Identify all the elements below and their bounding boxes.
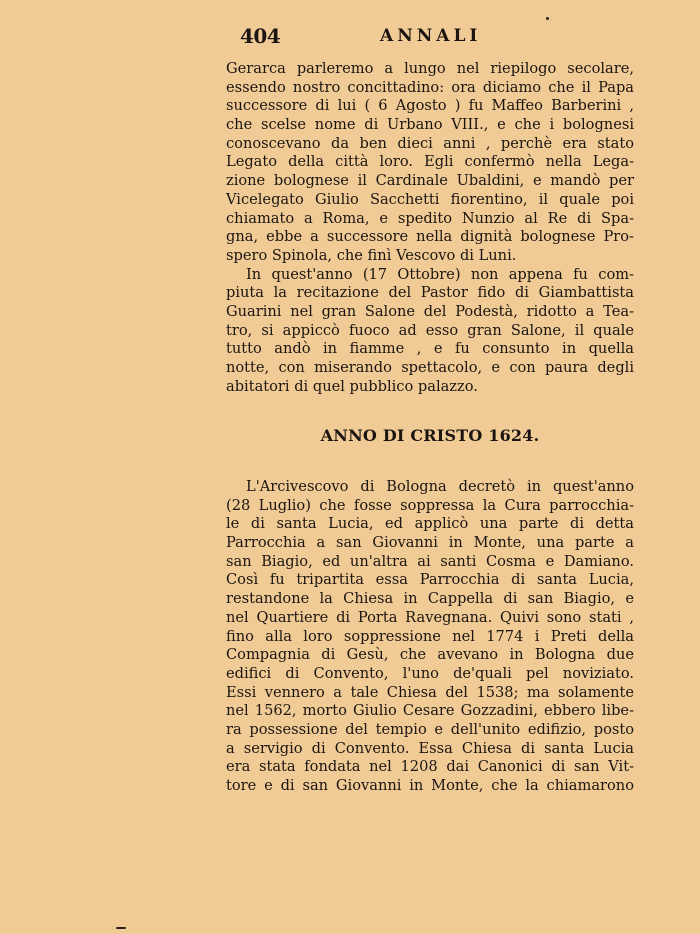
text-line: era stata fondata nel 1208 dai Canonici di san Vit- — [226, 758, 634, 776]
text-line: notte, con miserando spettacolo, e con paura degli — [226, 359, 634, 376]
text-line: L'Arcivescovo di Bologna decretò in quest'anno — [246, 478, 634, 495]
text-line: edifici di Convento, l'uno de'quali pel noviziato. — [226, 664, 634, 682]
text-block-upper — [226, 60, 634, 396]
text-line: Gerarca parleremo a lungo nel riepilogo secolare, — [226, 60, 634, 77]
text-line: Essi vennero a tale Chiesa del 1538; ma solamente — [226, 683, 634, 701]
text-line: restandone la Chiesa in Cappella di san Biagio, e — [226, 590, 634, 608]
text-line: tore e di san Giovanni in Monte, che la chiamarono — [226, 777, 634, 794]
text-line: Così fu tripartita essa Parrocchia di santa Lucia, — [226, 571, 634, 589]
page-number: 404 — [240, 24, 281, 48]
text-line: tro, si appiccò fuoco ad esso gran Salone, il quale — [226, 321, 634, 339]
text-line: ra possessione del tempio e dell'unito edifizio, posto — [226, 720, 634, 738]
text-line: essendo nostro concittadino: ora diciamo che il Papa — [226, 78, 634, 96]
text-line: zione bolognese il Cardinale Ubaldini, e mandò per — [226, 172, 634, 190]
text-line: Compagnia di Gesù, che avevano in Bologna due — [226, 646, 634, 664]
running-title: ANNALI — [380, 26, 482, 46]
text-line: successore di lui ( 6 Agosto ) fu Maffeo Barberini , — [226, 97, 634, 115]
text-line: spero Spinola, che finì Vescovo di Luni. — [226, 246, 517, 264]
text-line: (28 Luglio) che fosse soppressa la Cura parrocchia- — [226, 496, 634, 514]
text-line: Guarini nel gran Salone del Podestà, ridotto a Tea- — [226, 302, 634, 320]
text-line: chiamato a Roma, e spedito Nunzio al Re di Spa- — [226, 209, 634, 227]
paragraph — [226, 60, 634, 266]
page-header — [226, 22, 636, 48]
text-line: le di santa Lucia, ed applicò una parte di detta — [226, 515, 634, 533]
text-line: tutto andò in fiamme , e fu consunto in quella — [226, 340, 634, 358]
paragraph — [226, 478, 634, 796]
text-block-lower — [226, 478, 634, 796]
text-line: gna, ebbe a successore nella dignità bolognese Pro- — [226, 228, 634, 246]
text-line: nel 1562, morto Giulio Cesare Gozzadini, ebbero libe- — [226, 702, 634, 720]
text-line: nel Quartiere di Porta Ravegnana. Quivi sono stati , — [226, 608, 634, 626]
paragraph — [226, 266, 634, 397]
text-line: Vicelegato Giulio Sacchetti fiorentino, il quale poi — [226, 190, 634, 208]
text-line: piuta la recitazione del Pastor fido di Giambattista — [226, 284, 634, 302]
ink-speck — [546, 17, 549, 20]
text-line: san Biagio, ed un'altra ai santi Cosma e Damiano. — [226, 552, 634, 570]
text-line: Parrocchia a san Giovanni in Monte, una parte a — [226, 534, 634, 552]
ink-speck — [116, 927, 126, 929]
section-heading: ANNO DI CRISTO 1624. — [320, 426, 540, 445]
text-line: che scelse nome di Urbano VIII., e che i bolognesi — [226, 116, 634, 134]
text-line: abitatori di quel pubblico palazzo. — [226, 377, 478, 395]
text-line: Legato della città loro. Egli confermò nella Lega- — [226, 153, 634, 171]
text-line: In quest'anno (17 Ottobre) non appena fu com- — [246, 265, 634, 283]
text-line: a servigio di Convento. Essa Chiesa di santa Lucia — [226, 739, 634, 757]
text-line: fino alla loro soppressione nel 1774 i Preti della — [226, 627, 634, 645]
text-line: conoscevano da ben dieci anni , perchè era stato — [226, 134, 634, 152]
